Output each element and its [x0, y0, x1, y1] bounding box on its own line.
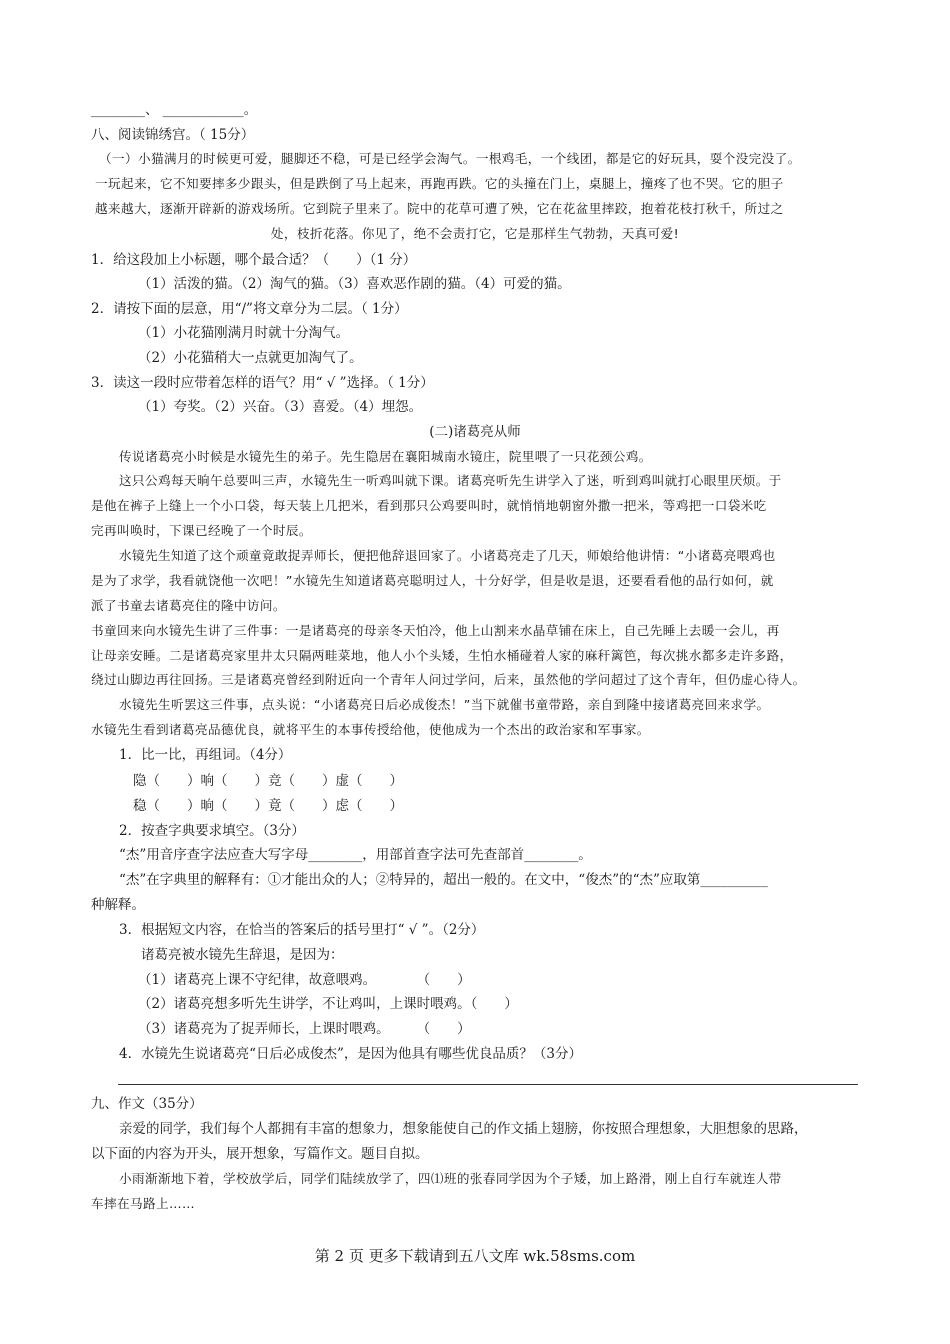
p2-question-2: 2．按查字典要求填空。（3分）	[119, 823, 305, 839]
p2-question-3-option: （3）诸葛亮为了捉弄师长，上课时喂鸡。 （ ）	[138, 1021, 471, 1037]
question-3-options: （1）夸奖。（2）兴奋。（3）喜爱。（4）埋怨。	[138, 399, 423, 415]
passage-2-line: 派了书童去诸葛亮住的隆中访问。	[91, 598, 286, 613]
page-footer: 第 2 页 更多下载请到五八文库 wk.58sms.com	[314, 1247, 636, 1265]
p2-question-2-line: “杰”在字典里的解释有：①才能出众的人；②特异的，超出一般的。在文中，“俊杰”的“杰”应取第__________	[119, 872, 768, 888]
passage-2-line: 水镜先生知道了这个顽童竟敢捉弄师长，便把他辞退回家了。小诸葛亮走了几天，师娘给他讲情：“小诸葛亮喂鸡也	[119, 548, 776, 563]
p2-question-1-row: 隐（ ）响（ ）竞（ ）虚（ ）	[133, 773, 403, 789]
passage-2-line: 书童回来向水镜先生讲了三件事：一是诸葛亮的母亲冬天怕冷，他上山割来水晶草铺在床上，自己先睡上去暖一会儿，再	[91, 623, 780, 638]
passage-2-line: 这只公鸡每天晌午总要叫三声，水镜先生一听鸡叫就下课。诸葛亮听先生讲学入了迷，听到鸡叫就打心眼里厌烦。于	[119, 473, 782, 488]
passage-2-line: 让母亲安睡。二是诸葛亮家里井太只隔两畦菜地，他人小个头矮，生怕水桶碰着人家的麻秆篱笆，每次挑水都多走许多路，	[91, 648, 793, 663]
p2-question-3: 3．根据短文内容，在恰当的答案后的括号里打“ √ ”。（2分）	[119, 922, 485, 938]
passage-1-line: （一）小猫满月的时候更可爱，腿脚还不稳，可是已经学会淘气。一根鸡毛，一个线团，都是它的好玩具，耍个没完没了。	[99, 151, 801, 166]
section-8-title: 八、阅读锦绣宫。（ 15分）	[91, 127, 255, 143]
passage-2-line: 传说诸葛亮小时候是水镜先生的弟子。先生隐居在襄阳城南水镜庄，院里喂了一只花颈公鸡。	[119, 449, 652, 464]
passage-2-line: 水镜先生听罢这三件事，点头说：“小诸葛亮日后必成俊杰！”当下就催书童带路，亲自到隆中接诸葛亮回来求学。	[119, 697, 770, 712]
p2-question-2-line: 种解释。	[91, 897, 145, 913]
question-2: 2．请按下面的层意，用“/”将文章分为二层。（ 1分）	[91, 301, 408, 317]
passage-1-line: 一玩起来，它不知要摔多少跟头，但是跌倒了马上起来，再跑再跌。它的头撞在门上，桌腿上，撞疼了也不哭。它的胆子	[95, 176, 784, 191]
p2-question-3-option: （2）诸葛亮想多听先生讲学，不让鸡叫，上课时喂鸡。（ ）	[138, 996, 518, 1012]
section-9-title: 九、作文（35分）	[91, 1096, 203, 1112]
passage-2-line: 水镜先生看到诸葛亮品德优良，就将平生的本事传授给他，使他成为一个杰出的政治家和军事家。	[91, 722, 650, 737]
passage-2-line: 是他在裤子上缝上一个小口袋，每天装上几把米，看到那只公鸡要叫时，就悄悄地朝窗外撒一把米，等鸡把一口袋米吃	[91, 498, 767, 513]
passage-2-line: 是为了求学，我看就饶他一次吧！”水镜先生知道诸葛亮聪明过人，十分好学，但是收是退，还要看看他的品行如何，就	[91, 573, 774, 588]
p2-question-4: 4．水镜先生说诸葛亮“日后必成俊杰”，是因为他具有哪些优良品质？（3分）	[119, 1046, 582, 1062]
question-2-option: （1）小花猫刚满月时就十分淘气。	[138, 325, 350, 341]
question-3: 3．读这一段时应带着怎样的语气？用“ √ ”选择。（ 1分）	[91, 375, 434, 391]
essay-instruction-line: 以下面的内容为开头，展开想象，写篇作文。题目自拟。	[91, 1146, 429, 1162]
blank-line: ________、 ____________。	[91, 102, 258, 118]
question-2-option: （2）小花猫稍大一点就更加淘气了。	[138, 350, 363, 366]
p2-question-3-option: （1）诸葛亮上课不守纪律，故意喂鸡。 （ ）	[138, 972, 471, 988]
answer-line	[118, 1084, 858, 1085]
passage-2-title: (二)诸葛亮从师	[429, 424, 521, 440]
passage-2-line: 绕过山脚边再往回扬。三是诸葛亮曾经到附近向一个青年人问过学问，后来，虽然他的学问超过了这个青年，但仍虚心待人。	[91, 672, 806, 687]
p2-question-1: 1．比一比，再组词。（4分）	[119, 747, 292, 763]
essay-prompt-line: 车摔在马路上……	[91, 1196, 195, 1211]
passage-1-line: 处，枝折花落。你见了，绝不会责打它，它是那样生气勃勃，天真可爱!	[270, 226, 680, 241]
passage-2-line: 完再叫唤时，下课已经晚了一个时辰。	[91, 523, 312, 538]
passage-1-line: 越来越大，逐渐开辟新的游戏场所。它到院子里来了。院中的花草可遭了殃，它在花盆里摔跤，抱着花枝打秋千，所过之	[95, 201, 784, 216]
essay-instruction-line: 亲爱的同学，我们每个人都拥有丰富的想象力，想象能使自己的作文插上翅膀，你按照合理想象，大胆想象的思路，	[119, 1121, 808, 1137]
p2-question-1-row: 稳（ ）晌（ ）竟（ ）虑（ ）	[133, 798, 403, 814]
essay-prompt-line: 小雨渐渐地下着，学校放学后，同学们陆续放学了，四⑴班的张春同学因为个子矮，加上路滑，刚上自行车就连人带	[119, 1171, 782, 1186]
p2-question-2-line: “杰”用音序查字法应查大写字母________，用部首查字法可先查部首________。	[119, 847, 592, 863]
p2-question-3-lead: 诸葛亮被水镜先生辞退，是因为：	[141, 947, 344, 963]
question-1-options: （1）活泼的猫。（2）淘气的猫。（3）喜欢恶作剧的猫。（4）可爱的猫。	[138, 276, 571, 292]
question-1: 1．给这段加上小标题，哪个最合适？（ ）（1 分）	[91, 252, 417, 268]
